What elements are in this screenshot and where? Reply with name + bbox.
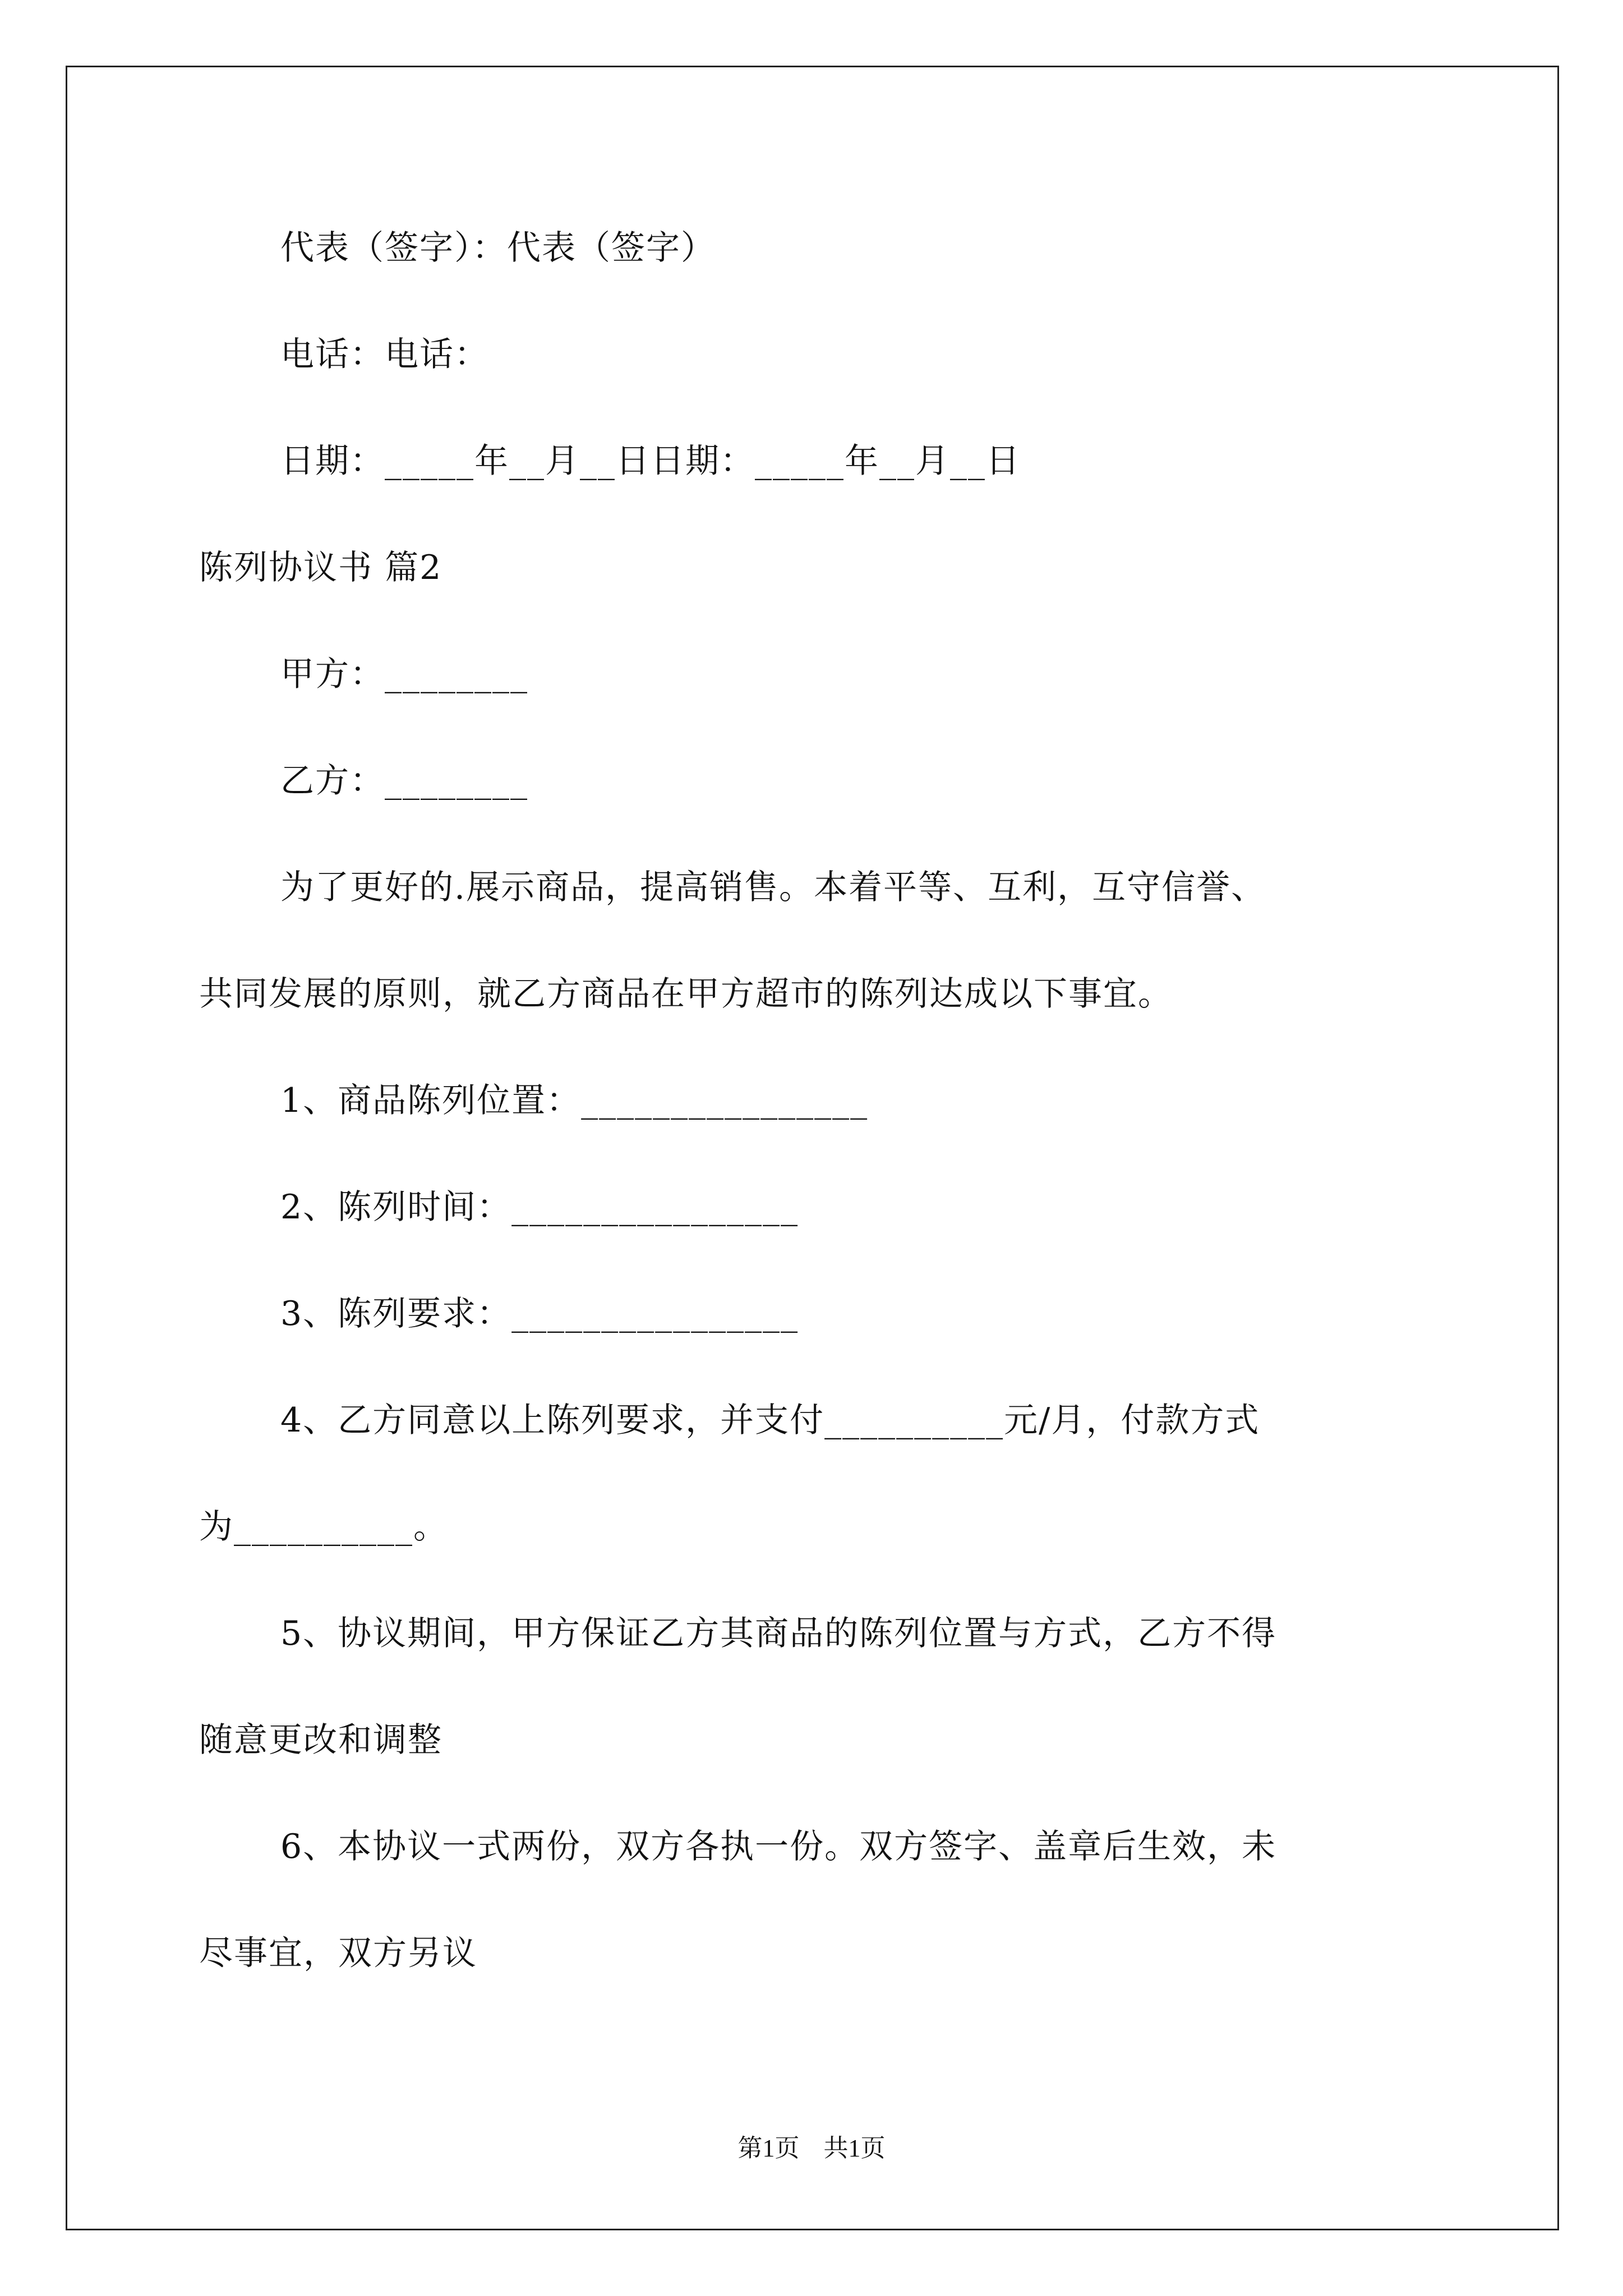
party-a-line: 甲方：________ [280, 655, 528, 694]
page-number: 第1页 [737, 2134, 800, 2162]
signature-line: 代表（签字）：代表（签字） [280, 228, 716, 268]
intro-paragraph-line-2: 共同发展的原则，就乙方商品在甲方超市的陈列达成以下事宜。 [199, 974, 1173, 1014]
clause-4-line-2: 为__________。 [199, 1507, 448, 1547]
clause-1: 1、商品陈列位置：________________ [280, 1081, 869, 1120]
clause-6-line-1: 6、本协议一式两份，双方各执一份。双方签字、盖章后生效，未 [280, 1827, 1277, 1866]
clause-5-line-1: 5、协议期间，甲方保证乙方其商品的陈列位置与方式，乙方不得 [280, 1614, 1277, 1653]
phone-line: 电话：电话： [280, 335, 489, 374]
clause-6-line-2: 尽事宜，双方另议 [199, 1934, 477, 1973]
clause-4-line-1: 4、乙方同意以上陈列要求，并支付__________元/月，付款方式 [280, 1401, 1260, 1440]
date-line: 日期：_____年__月__日日期：_____年__月__日 [280, 441, 1021, 481]
page-total: 共1页 [823, 2134, 886, 2162]
page-border [66, 66, 1559, 2230]
clause-5-line-2: 随意更改和调整 [199, 1720, 442, 1760]
party-b-line: 乙方：________ [280, 761, 528, 800]
section-heading: 陈列协议书 篇2 [199, 548, 442, 587]
clause-3: 3、陈列要求：________________ [280, 1294, 799, 1333]
page-footer [0, 2132, 1623, 2165]
clause-2: 2、陈列时间：________________ [280, 1188, 799, 1227]
intro-paragraph-line-1: 为了更好的.展示商品，提高销售。本着平等、互利，互守信誉、 [280, 868, 1266, 907]
